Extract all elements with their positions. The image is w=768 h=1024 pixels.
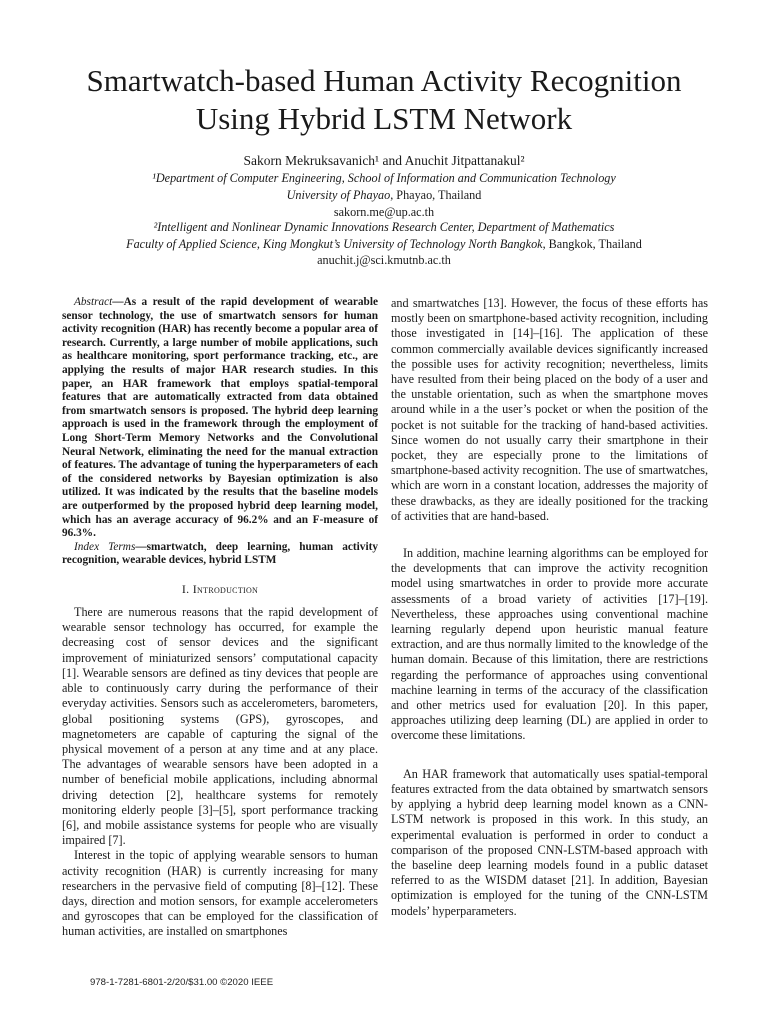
title-line-1: Smartwatch-based Human Activity Recognition xyxy=(86,63,682,98)
right-paragraph-1: and smartwatches [13]. However, the focus of these efforts has mostly been on smartphone-based activity recognition, including those investigated in [14]–[16]. The application of these common commercially available devices significantly increased the possible uses for activity recognition; nevertheless, limits have resulted from their being placed on the body of a user and the unstable orientation, such as when the smartphone moves around while in a the user’s pocket or when the position of the pocket is not suitable for the tracking of hand-based activities. Since women do not usually carry their smartphone in their pocket, they are especially prone to the limitations of smartphone-based activity recognition. The use of smartwatches, which are worn in a constant location, addresses the majority of these drawbacks, as they are ideally positioned for the tracking of activities that are hand-based. xyxy=(391,296,708,523)
intro-paragraph-1: There are numerous reasons that the rapid development of wearable sensor technology has occurred, for example the decreasing cost of sensor devices and the significant improvement of miniaturized sensors’ computational capacity [1]. Wearable sensors are defined as tiny devices that people are able to continuously carry during the performance of their everyday activities. Sensors such as accelerometers, barometers, global positioning systems (GPS), gyroscopes, and magnetometers are capable of capturing the signal of the physical movement of a person at any time and at any place. The advantages of wearable sensors have been adopted in a number of beneficial mobile applications, including abnormal driving detection [2], healthcare systems for remotely monitoring elderly people [3]–[5], sport performance tracking [6], and mobile assistance systems for people who are visually impaired [7]. xyxy=(62,605,378,848)
paper-title xyxy=(40,62,728,138)
index-terms: Index Terms—smartwatch, deep learning, human activity recognition, wearable devices, hybrid LSTM xyxy=(62,540,378,567)
affiliation-2-line-1: ²Intelligent and Nonlinear Dynamic Innovations Research Center, Department of Mathematics xyxy=(153,220,615,234)
author-list: Sakorn Mekruksavanich¹ and Anuchit Jitpattanakul² xyxy=(243,153,525,168)
abstract: Abstract—As a result of the rapid development of wearable sensor technology, the use of smartwatch sensors for human activity recognition (HAR) has recently become a popular area of research. Currently, a large number of mobile applications, such as healthcare monitoring, sport performance tracking, etc., are applying the results of major HAR research studies. In this paper, an HAR framework that employs spatial-temporal features that are automatically extracted from data obtained from smartwatch sensors is proposed. The hybrid deep learning approach is used in the framework through the employment of Long Short-Term Memory Networks and the Convolutional Neural Network, eliminating the need for the manual extraction of features. The advantage of tuning the hyperparameters of each of the considered networks by Bayesian optimization is also utilized. It was indicated by the results that the baseline models are outperformed by the proposed hybrid deep learning model, which has an average accuracy of 96.2% and an F-measure of 96.3%. xyxy=(62,296,378,540)
left-column xyxy=(62,296,378,940)
right-paragraph-3: An HAR framework that automatically uses spatial-temporal features extracted from the data obtained by smartwatch sensors by applying a hybrid deep learning model known as a CNN-LSTM network is proposed in this work. In this study, an experimental evaluation is performed in order to conduct a comparison of the proposed CNN-LSTM-based approach with the baseline deep learning models found in a public dataset referred to as the WISDM dataset [21]. In addition, Bayesian optimization is employed for the tuning of the CNN-LSTM models’ hyperparameters. xyxy=(391,766,708,918)
affiliation-2-email: anuchit.j@sci.kmutnb.ac.th xyxy=(317,253,451,267)
section-heading-introduction: I. Introduction xyxy=(181,581,259,596)
affiliation-2-line-2: Faculty of Applied Science, King Mongkut’s University of Technology North Bangkok, Bangkok, Thailand xyxy=(126,237,642,251)
intro-paragraph-2: Interest in the topic of applying wearable sensors to human activity recognition (HAR) is currently increasing for many researchers in the pervasive field of computing [8]–[12]. These days, direction and motion sensors, for example accelerometers and gyroscopes that can be employed for the classification of human activities, are installed on smartphones xyxy=(62,848,378,939)
right-paragraph-2: In addition, machine learning algorithms can be employed for the developments that can improve the activity recognition model using smartwatches in order to provide more accurate assessments of a broad variety of activities [17]–[19]. Nevertheless, these approaches using conventional machine learning regularly depend upon heuristic manual feature extraction, and are thus normally limited to the knowledge of the human domain. Because of this limitation, there are restrictions regarding the performance of approaches using conventional machine learning in terms of the accuracy of the classification and other metrics used for evaluation [20]. In this paper, approaches utilizing deep learning (DL) are applied in order to overcome these limitations. xyxy=(391,546,708,743)
affiliation-1-line-1: ¹Department of Computer Engineering, School of Information and Communication Technology xyxy=(152,171,616,185)
copyright-footer: 978-1-7281-6801-2/20/$31.00 ©2020 IEEE xyxy=(90,977,274,988)
affiliation-1-line-2: University of Phayao, Phayao, Thailand xyxy=(286,188,482,202)
affiliation-1-email: sakorn.me@up.ac.th xyxy=(333,205,435,219)
title-line-2: Using Hybrid LSTM Network xyxy=(195,101,573,136)
right-column xyxy=(391,296,708,919)
